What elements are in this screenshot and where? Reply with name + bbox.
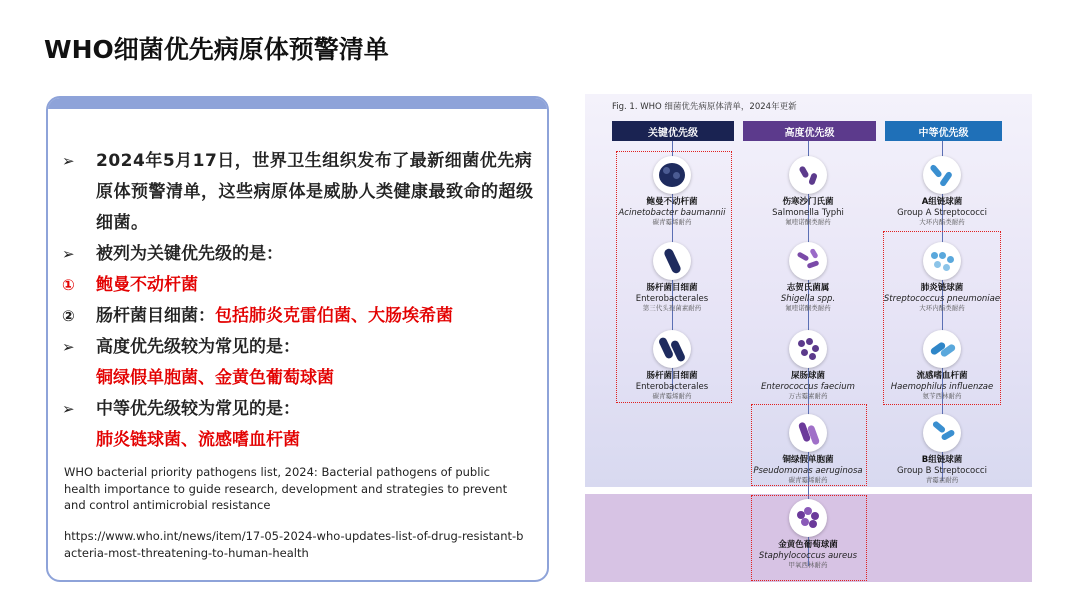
source-citation: WHO bacterial priority pathogens list, 2024: Bacterial pathogens of public health importance to guide research, development and strategies to prevent and control antimicrobial resistance [64, 465, 508, 512]
bacteria-cluster-icon [653, 156, 691, 194]
pathogen-en: Streptococcus pneumoniae [883, 294, 1001, 304]
number-marker: ② [62, 307, 75, 325]
pathogen-en: Shigella spp. [780, 294, 836, 304]
header-medium: 中等优先级 [885, 121, 1002, 141]
pathogen-resistance: 大环内酯类耐药 [919, 218, 965, 226]
bacteria-rod-icon [789, 156, 827, 194]
pathogen-shigella [743, 242, 873, 313]
arrow-bullet-icon: ➢ [62, 245, 75, 263]
bacteria-rod-icon [653, 242, 691, 280]
arrow-bullet-icon: ➢ [62, 400, 75, 418]
pathogen-staphylococcus [743, 499, 873, 570]
bullet-line [62, 394, 542, 425]
bullet-line [62, 363, 542, 394]
bacteria-rod-icon [923, 330, 961, 368]
pathogen-group-a-strep [877, 156, 1007, 227]
pathogen-en: Group A Streptococci [897, 208, 987, 218]
pathogen-cn: 伤寒沙门氏菌 [782, 197, 834, 207]
pathogen-en: Pseudomonas aeruginosa [753, 466, 863, 476]
bullet-text: 高度优先级较为常见的是： [96, 337, 300, 357]
bacteria-cocci-icon [789, 499, 827, 537]
pathogen-cn: 屎肠球菌 [790, 371, 825, 381]
bullet-list [62, 146, 542, 456]
bullet-line [62, 239, 542, 270]
bullet-text: 鲍曼不动杆菌 [96, 275, 198, 295]
pathogen-en: Salmonella Typhi [772, 208, 844, 218]
pathogen-group-b-strep [877, 414, 1007, 485]
pathogen-en: Staphylococcus aureus [758, 551, 858, 561]
bacteria-rod-icon [789, 242, 827, 280]
number-marker: ① [62, 276, 75, 294]
bullet-text: 铜绿假单胞菌、金黄色葡萄球菌 [96, 368, 334, 388]
header-critical: 关键优先级 [612, 121, 734, 141]
source-link[interactable]: https://www.who.int/news/item/17-05-2024-who-updates-list-of-drug-resistant-bacteria-most-threatening-to-human-health [64, 529, 524, 560]
bacteria-rod-icon [789, 414, 827, 452]
pathogen-resistance: 万古霉素耐药 [788, 392, 828, 400]
pathogen-en: Group B Streptococci [897, 466, 987, 476]
pathogen-enterobacterales-3gc [607, 242, 737, 313]
figure-caption: Fig. 1. WHO 细菌优先病原体清单，2024年更新 [612, 102, 797, 112]
bullet-text: 中等优先级较为常见的是： [96, 399, 300, 419]
pathogen-cn: B组链球菌 [921, 455, 963, 465]
pathogen-resistance: 氟喹诺酮类耐药 [785, 218, 831, 226]
bullet-line [62, 301, 542, 332]
pathogen-pseudomonas [743, 414, 873, 485]
pathogen-resistance: 第三代头孢菌素耐药 [642, 304, 702, 312]
bacteria-rod-icon [653, 330, 691, 368]
pathogen-en: Enterococcus faecium [761, 382, 855, 392]
pathogen-salmonella [743, 156, 873, 227]
pathogen-cn: 志贺氏菌属 [786, 283, 830, 293]
pathogen-en: Enterobacterales [635, 382, 709, 392]
priority-figure [585, 94, 1032, 582]
pathogen-cn: 铜绿假单胞菌 [782, 455, 834, 465]
bullet-text: 2024年5月17日，世界卫生组织发布了最新细菌优先病原体预警清单，这些病原体是威胁人类健康最致命的超级细菌。 [96, 151, 534, 233]
bullet-highlight: 包括肺炎克雷伯菌、大肠埃希菌 [215, 306, 453, 326]
pathogen-resistance: 碳青霉烯耐药 [652, 218, 692, 226]
pathogen-strep-pneumoniae [877, 242, 1007, 313]
pathogen-resistance: 氨苄西林耐药 [922, 392, 962, 400]
pathogen-resistance: 氟喹诺酮类耐药 [785, 304, 831, 312]
bullet-text [96, 301, 542, 332]
pathogen-cn: 鲍曼不动杆菌 [646, 197, 698, 207]
bullet-text: 被列为关键优先级的是： [96, 244, 283, 264]
pathogen-enterococcus [743, 330, 873, 401]
pathogen-haemophilus [877, 330, 1007, 401]
header-high: 高度优先级 [743, 121, 876, 141]
pathogen-cn: A组链球菌 [921, 197, 963, 207]
pathogen-cn: 肠杆菌目细菌 [646, 283, 698, 293]
arrow-bullet-icon: ➢ [62, 152, 75, 170]
card-top-bar [48, 98, 547, 109]
pathogen-resistance: 青霉素耐药 [925, 476, 959, 484]
bullet-line [62, 146, 542, 239]
page-title: WHO细菌优先病原体预警清单 [44, 35, 389, 64]
pathogen-resistance: 碳青霉烯耐药 [652, 392, 692, 400]
arrow-bullet-icon: ➢ [62, 338, 75, 356]
bullet-line [62, 270, 542, 301]
pathogen-en: Haemophilus influenzae [890, 382, 994, 392]
bacteria-cocci-icon [789, 330, 827, 368]
pathogen-cn: 肺炎链球菌 [920, 283, 964, 293]
pathogen-cn: 肠杆菌目细菌 [646, 371, 698, 381]
bullet-line [62, 332, 542, 363]
pathogen-en: Acinetobacter baumannii [618, 208, 726, 218]
bacteria-cocci-icon [923, 242, 961, 280]
pathogen-resistance: 大环内酯类耐药 [919, 304, 965, 312]
pathogen-cn: 流感嗜血杆菌 [916, 371, 968, 381]
info-card [46, 96, 549, 582]
pathogen-acinetobacter [607, 156, 737, 227]
pathogen-en: Enterobacterales [635, 294, 709, 304]
bullet-label: 肠杆菌目细菌： [96, 306, 215, 326]
pathogen-resistance: 碳青霉烯耐药 [788, 476, 828, 484]
bacteria-chain-icon [923, 156, 961, 194]
bullet-line [62, 425, 542, 456]
bacteria-chain-icon [923, 414, 961, 452]
pathogen-resistance: 甲氧西林耐药 [788, 561, 828, 569]
bullet-text: 肺炎链球菌、流感嗜血杆菌 [96, 430, 300, 450]
pathogen-cn: 金黄色葡萄球菌 [778, 540, 838, 550]
pathogen-enterobacterales-carbapenem [607, 330, 737, 401]
